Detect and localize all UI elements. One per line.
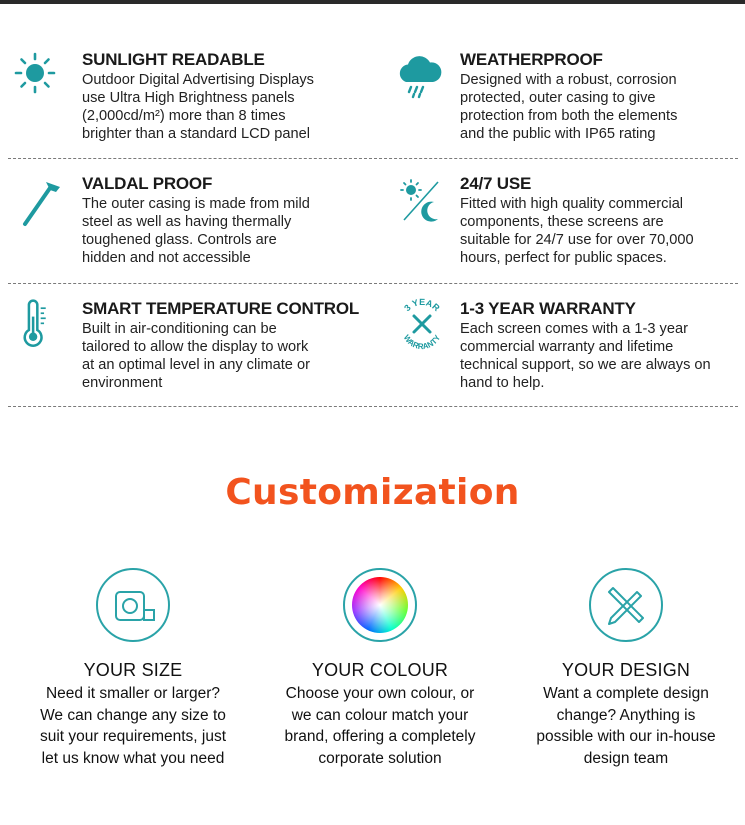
sun-moon-icon: [396, 176, 446, 226]
dashed-divider: [8, 406, 738, 407]
feature-warranty: [390, 297, 742, 397]
description-line: The outer casing is made from mild: [82, 196, 310, 212]
feature-description: [82, 71, 314, 143]
cloud-rain-icon: [394, 50, 444, 100]
description-line: technical support, so we are always on: [460, 357, 711, 373]
dashed-divider: [8, 283, 738, 284]
feature-title: SUNLIGHT READABLE: [82, 50, 265, 69]
feature-description: [82, 320, 310, 392]
description-line: design team: [583, 749, 669, 767]
feature-valdal-proof: [10, 172, 370, 272]
description-line: brighter than a standard LCD panel: [82, 126, 310, 142]
description-line: steel as well as having thermally: [82, 214, 292, 230]
description-line: (2,000cd/m²) more than 8 times: [82, 108, 286, 124]
description-line: and the public with IP65 rating: [460, 126, 656, 142]
feature-24-7-use: [390, 172, 740, 272]
customization-title: Customization: [225, 472, 520, 513]
description-line: brand, offering a completely: [284, 728, 476, 745]
description-line: hours, perfect for public spaces.: [460, 250, 667, 266]
description-line: environment: [82, 375, 163, 391]
description-line: Designed with a robust, corrosion: [460, 72, 677, 88]
description-line: Each screen comes with a 1-3 year: [460, 321, 688, 337]
description-line: Need it smaller or larger?: [45, 685, 220, 702]
description-line: We can change any size to: [40, 706, 226, 724]
description-line: toughened glass. Controls are: [82, 232, 277, 248]
description-line: use Ultra High Brightness panels: [82, 90, 295, 106]
feature-description: [82, 195, 310, 267]
top-border: [0, 0, 745, 4]
custom-item-title: YOUR SIZE: [83, 660, 183, 680]
svg-text:3 YEAR: [402, 297, 442, 313]
feature-sunlight-readable: [10, 48, 370, 148]
custom-item-description: [260, 683, 500, 769]
description-line: Fitted with high quality commercial: [460, 196, 684, 212]
description-line: at an optimal level in any climate or: [82, 357, 310, 373]
feature-title: 24/7 USE: [460, 174, 532, 193]
description-line: corporate solution: [318, 749, 442, 767]
sun-icon: [12, 50, 58, 96]
icon-circle: [343, 568, 417, 642]
badge-top-text: 3 YEAR: [402, 297, 442, 314]
feature-title: WEATHERPROOF: [460, 50, 603, 69]
description-line: protection from both the elements: [460, 108, 678, 124]
description-line: Outdoor Digital Advertising Displays: [82, 72, 314, 88]
feature-description: [460, 195, 694, 267]
description-line: hidden and not accessible: [82, 250, 251, 266]
custom-item-description: [506, 683, 745, 769]
custom-item-description: [13, 683, 253, 769]
description-line: we can colour match your: [291, 706, 469, 724]
feature-title: 1-3 YEAR WARRANTY: [460, 299, 636, 318]
dashed-divider: [8, 158, 738, 159]
description-line: possible with our in-house: [536, 728, 716, 745]
description-line: Built in air-conditioning can be: [82, 321, 277, 337]
custom-item-colour: [260, 568, 500, 769]
description-line: change? Anything is: [556, 706, 696, 724]
description-line: Choose your own colour, or: [285, 685, 475, 702]
warranty-badge-icon: [394, 297, 450, 353]
feature-title: SMART TEMPERATURE CONTROL: [82, 299, 360, 318]
badge-bottom-text: WARRANTY: [401, 333, 443, 352]
feature-description: [460, 320, 711, 392]
feature-title: VALDAL PROOF: [82, 174, 213, 193]
description-line: suitable for 24/7 use for over 70,000: [460, 232, 694, 248]
custom-item-title: YOUR COLOUR: [311, 660, 449, 680]
pencil-ruler-icon: [591, 570, 661, 640]
icon-circle: [96, 568, 170, 642]
description-line: suit your requirements, just: [39, 728, 227, 745]
color-wheel-glow: [352, 577, 408, 633]
custom-item-size: [13, 568, 253, 769]
tape-measure-icon: [98, 570, 168, 640]
feature-weatherproof: [390, 48, 740, 148]
description-line: let us know what you need: [41, 749, 225, 767]
custom-item-design: [506, 568, 745, 769]
description-line: Want a complete design: [543, 685, 709, 702]
hammer-icon: [16, 178, 66, 228]
feature-description: [460, 71, 677, 143]
custom-item-title: YOUR DESIGN: [561, 660, 691, 680]
description-line: components, these screens are: [460, 214, 664, 230]
thermometer-icon: [18, 299, 60, 351]
icon-circle: [589, 568, 663, 642]
description-line: hand to help.: [460, 375, 545, 391]
description-line: commercial warranty and lifetime: [460, 339, 674, 355]
svg-text:WARRANTY: [402, 333, 443, 351]
feature-smart-temperature-control: [10, 297, 380, 397]
description-line: protected, outer casing to give: [460, 90, 656, 106]
description-line: tailored to allow the display to work: [82, 339, 309, 355]
